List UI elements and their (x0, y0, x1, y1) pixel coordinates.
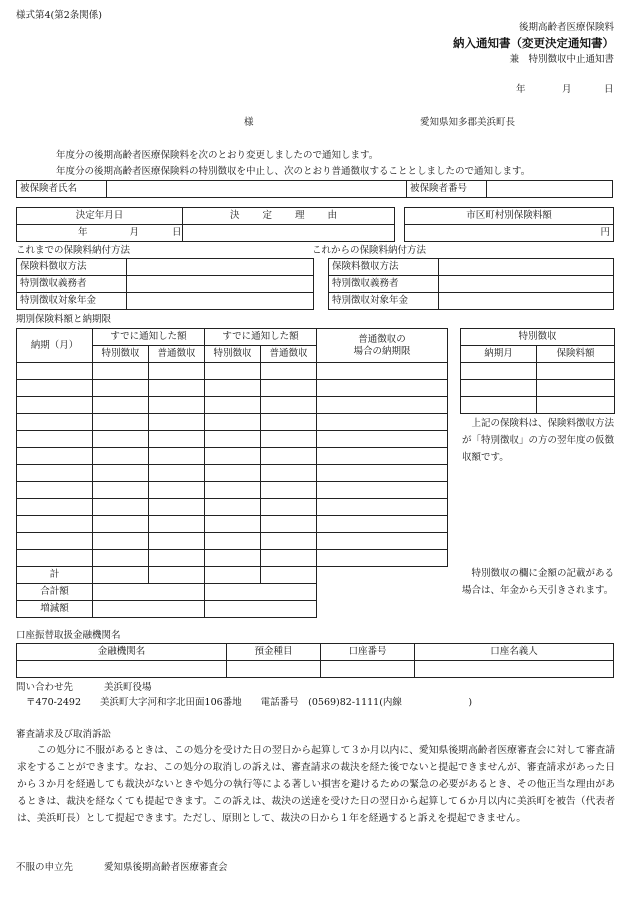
future-row-label: 特別徴収対象年金 (329, 293, 439, 310)
contact-office: 美浜町役場 (104, 682, 152, 693)
decision-table (16, 207, 395, 242)
notified-header-1: すでに通知した額 (93, 329, 205, 346)
change-cell[interactable] (93, 601, 205, 618)
schedule-cell[interactable] (261, 397, 317, 414)
schedule-row (17, 397, 448, 414)
schedule-cell[interactable] (17, 550, 93, 567)
appeal-body: この処分に不服があるときは、この処分を受けた日の翌日から起算して３か月以内に、愛知県後期高齢者医療審査会に対して審査請求をすることができます。なお、この処分の取消しの訴えは、審査請求の裁決を経た後でないと提起できませんが、審査請求があった日から３か月を経過しても裁決がないときや処分の執行等による著しい損害を避けるための緊急の必要があるとき、その他正当な理由があるときは、裁決を経なくても提起できます。この訴えは、裁決の送達を受けた日の翌日から起算して６か月以内に美浜町を被告（代表者は、美浜町長）として提起できます。ただし、原則として、裁決の日から１年を経過すると訴えを提起できません。 (17, 745, 615, 824)
schedule-cell[interactable] (317, 363, 448, 380)
schedule-cell[interactable] (17, 482, 93, 499)
schedule-cell[interactable] (93, 516, 149, 533)
decision-month-label: 月 (129, 227, 140, 239)
schedule-cell[interactable] (149, 397, 205, 414)
schedule-cell[interactable] (93, 397, 149, 414)
schedule-cell[interactable] (17, 363, 93, 380)
schedule-cell[interactable] (261, 465, 317, 482)
schedule-row (17, 363, 448, 380)
account-number-header: 口座番号 (321, 644, 415, 661)
schedule-cell[interactable] (261, 499, 317, 516)
schedule-cell[interactable] (261, 550, 317, 567)
page-title: 納入通知書（変更決定通知書） (453, 36, 614, 50)
schedule-cell[interactable] (93, 499, 149, 516)
schedule-title: 期別保険料額と納期限 (16, 314, 112, 325)
schedule-cell[interactable] (205, 550, 261, 567)
schedule-cell[interactable] (261, 533, 317, 550)
schedule-cell[interactable] (17, 448, 93, 465)
special-cell[interactable] (537, 363, 615, 380)
schedule-cell[interactable] (205, 363, 261, 380)
schedule-row (17, 448, 448, 465)
future-row-value[interactable] (439, 293, 614, 310)
schedule-cell[interactable] (261, 516, 317, 533)
schedule-row (17, 414, 448, 431)
recipient-suffix: 様 (244, 117, 254, 128)
insured-number-value[interactable] (487, 181, 613, 198)
schedule-body (17, 363, 448, 567)
period-header: 納期（月） (17, 329, 93, 363)
schedule-cell[interactable] (205, 448, 261, 465)
schedule-cell[interactable] (317, 431, 448, 448)
previous-method-table (16, 258, 314, 310)
insured-number-label: 被保険者番号 (407, 181, 487, 198)
ordinary-header: 普通徴収 (261, 346, 317, 363)
intro-line-1: 年度分の後期高齢者医療保険料を次のとおり変更しましたので通知します。 (56, 150, 379, 161)
decision-reason-value[interactable] (183, 225, 395, 242)
total-cell[interactable] (205, 567, 261, 584)
bank-title: 口座振替取扱金融機関名 (16, 630, 121, 641)
insured-name-value[interactable] (107, 181, 407, 198)
schedule-cell[interactable] (93, 550, 149, 567)
schedule-cell[interactable] (261, 448, 317, 465)
special-cell[interactable] (461, 380, 537, 397)
insured-table (16, 180, 613, 198)
schedule-cell[interactable] (317, 550, 448, 567)
decision-day-label: 日 (172, 227, 182, 239)
amount-label: 市区町村別保険料額 (405, 208, 614, 225)
previous-row-label: 特別徴収対象年金 (17, 293, 127, 310)
previous-method-title: これまでの保険料納付方法 (16, 245, 131, 256)
schedule-row (17, 465, 448, 482)
schedule-cell[interactable] (205, 482, 261, 499)
sum-label: 合計額 (17, 584, 93, 601)
sum-cell[interactable] (205, 584, 317, 601)
schedule-cell[interactable] (149, 550, 205, 567)
objection-value: 愛知県後期高齢者医療審査会 (104, 862, 228, 873)
schedule-cell[interactable] (93, 482, 149, 499)
total-cell[interactable] (261, 567, 317, 584)
date-month-label: 月 (562, 84, 572, 95)
special-header: 特別徴収 (205, 346, 261, 363)
schedule-cell[interactable] (205, 414, 261, 431)
deposit-type-header: 預金種目 (227, 644, 321, 661)
schedule-cell[interactable] (317, 516, 448, 533)
schedule-row (17, 431, 448, 448)
bank-table (16, 643, 614, 678)
schedule-cell[interactable] (261, 482, 317, 499)
sum-cell[interactable] (93, 584, 205, 601)
form-number: 様式第4(第2条関係) (16, 10, 103, 21)
total-cell[interactable] (149, 567, 205, 584)
account-number-value[interactable] (321, 661, 415, 678)
special-header: 特別徴収 (93, 346, 149, 363)
schedule-cell[interactable] (149, 533, 205, 550)
schedule-cell[interactable] (317, 397, 448, 414)
yen-label: 円 (600, 227, 610, 239)
special-note: 上記の保険料は、保険料徴収方法が「特別徴収」の方の翌年度の仮徴収額です。 (462, 418, 615, 463)
special-note-2: 特別徴収の欄に金額の記載がある場合は、年金から天引きされます。 (462, 568, 615, 596)
subtitle-secondary: 兼 特別徴収中止通知書 (509, 54, 614, 65)
future-method-table (328, 258, 614, 310)
schedule-cell[interactable] (17, 465, 93, 482)
appeal-title: 審査請求及び取消訴訟 (16, 729, 112, 740)
schedule-cell[interactable] (93, 363, 149, 380)
schedule-row (17, 380, 448, 397)
schedule-cell[interactable] (149, 482, 205, 499)
schedule-cell[interactable] (205, 431, 261, 448)
schedule-cell[interactable] (317, 448, 448, 465)
ordinary-case-line-2: 場合の納期限 (353, 345, 411, 357)
institution-value[interactable] (17, 661, 227, 678)
change-cell[interactable] (205, 601, 317, 618)
schedule-cell[interactable] (205, 465, 261, 482)
previous-row-value[interactable] (127, 259, 314, 276)
schedule-row (17, 482, 448, 499)
previous-row-label: 特別徴収義務者 (17, 276, 127, 293)
special-cell[interactable] (461, 363, 537, 380)
future-row-label: 特別徴収義務者 (329, 276, 439, 293)
schedule-cell[interactable] (93, 431, 149, 448)
schedule-row (17, 499, 448, 516)
account-holder-value[interactable] (415, 661, 614, 678)
schedule-cell[interactable] (17, 499, 93, 516)
schedule-cell[interactable] (93, 414, 149, 431)
schedule-cell[interactable] (17, 533, 93, 550)
blank-cell (317, 584, 448, 601)
issuer: 愛知県知多郡美浜町長 (420, 117, 516, 128)
schedule-cell[interactable] (261, 380, 317, 397)
schedule-cell[interactable] (149, 363, 205, 380)
decision-date-value[interactable] (17, 225, 183, 242)
schedule-cell[interactable] (93, 448, 149, 465)
schedule-cell[interactable] (317, 482, 448, 499)
schedule-cell[interactable] (149, 380, 205, 397)
schedule-cell[interactable] (149, 516, 205, 533)
future-row-label: 保険料徴収方法 (329, 259, 439, 276)
schedule-cell[interactable] (205, 499, 261, 516)
schedule-cell[interactable] (317, 414, 448, 431)
special-amount-header: 保険料額 (537, 346, 615, 363)
ordinary-case-line-1: 普通徴収の (358, 334, 406, 346)
schedule-cell[interactable] (17, 380, 93, 397)
future-row-value[interactable] (439, 276, 614, 293)
schedule-cell[interactable] (93, 465, 149, 482)
previous-row-label: 保険料徴収方法 (17, 259, 127, 276)
schedule-cell[interactable] (17, 397, 93, 414)
special-month-header: 納期月 (461, 346, 537, 363)
schedule-cell[interactable] (17, 431, 93, 448)
schedule-row (17, 516, 448, 533)
previous-row-value[interactable] (127, 293, 314, 310)
schedule-cell[interactable] (17, 516, 93, 533)
schedule-cell[interactable] (317, 465, 448, 482)
schedule-cell[interactable] (261, 414, 317, 431)
schedule-cell[interactable] (149, 465, 205, 482)
schedule-cell[interactable] (149, 414, 205, 431)
schedule-cell[interactable] (93, 380, 149, 397)
date-year-label: 年 (516, 84, 526, 95)
schedule-table (16, 328, 448, 618)
account-holder-header: 口座名義人 (415, 644, 614, 661)
total-label: 計 (17, 567, 93, 584)
previous-row-value[interactable] (127, 276, 314, 293)
deposit-type-value[interactable] (227, 661, 321, 678)
schedule-cell[interactable] (205, 380, 261, 397)
schedule-cell[interactable] (149, 431, 205, 448)
blank-cell (317, 567, 448, 584)
subtitle: 後期高齢者医療保険料 (518, 22, 614, 33)
special-cell[interactable] (461, 397, 537, 414)
schedule-cell[interactable] (205, 516, 261, 533)
ordinary-case-header (317, 329, 448, 363)
special-cell[interactable] (537, 397, 615, 414)
special-cell[interactable] (537, 380, 615, 397)
ordinary-header: 普通徴収 (149, 346, 205, 363)
schedule-cell[interactable] (17, 414, 93, 431)
schedule-row (17, 533, 448, 550)
schedule-cell[interactable] (317, 533, 448, 550)
contact-address: 〒470-2492 美浜町大字河和字北田面106番地 電話番号 (0569)82-1111(内線 ) (26, 697, 473, 708)
future-method-title: これからの保険料納付方法 (312, 245, 427, 256)
total-cell[interactable] (93, 567, 149, 584)
schedule-cell[interactable] (261, 431, 317, 448)
amount-table (404, 207, 614, 242)
intro-line-2: 年度分の後期高齢者医療保険料の特別徴収を中止し、次のとおり普通徴収することとしましたので通知します。 (56, 166, 531, 177)
decision-reason-label: 決 定 理 由 (183, 208, 395, 225)
schedule-cell[interactable] (317, 380, 448, 397)
decision-year-label: 年 (78, 227, 88, 239)
contact-label: 問い合わせ先 (16, 682, 74, 693)
insured-name-label: 被保険者氏名 (17, 181, 107, 198)
amount-value[interactable] (405, 225, 614, 242)
schedule-cell[interactable] (149, 499, 205, 516)
schedule-row (17, 550, 448, 567)
special-box-title: 特別徴収 (461, 329, 615, 346)
decision-date-label: 決定年月日 (17, 208, 183, 225)
special-table (460, 328, 615, 414)
institution-header: 金融機関名 (17, 644, 227, 661)
notified-header-2: すでに通知した額 (205, 329, 317, 346)
schedule-cell[interactable] (149, 448, 205, 465)
blank-cell (317, 601, 448, 618)
schedule-cell[interactable] (317, 499, 448, 516)
schedule-cell[interactable] (93, 533, 149, 550)
schedule-cell[interactable] (261, 363, 317, 380)
change-label: 増減額 (17, 601, 93, 618)
schedule-cell[interactable] (205, 533, 261, 550)
schedule-cell[interactable] (205, 397, 261, 414)
date-day-label: 日 (604, 84, 614, 95)
objection-label: 不服の申立先 (16, 862, 74, 873)
future-row-value[interactable] (439, 259, 614, 276)
